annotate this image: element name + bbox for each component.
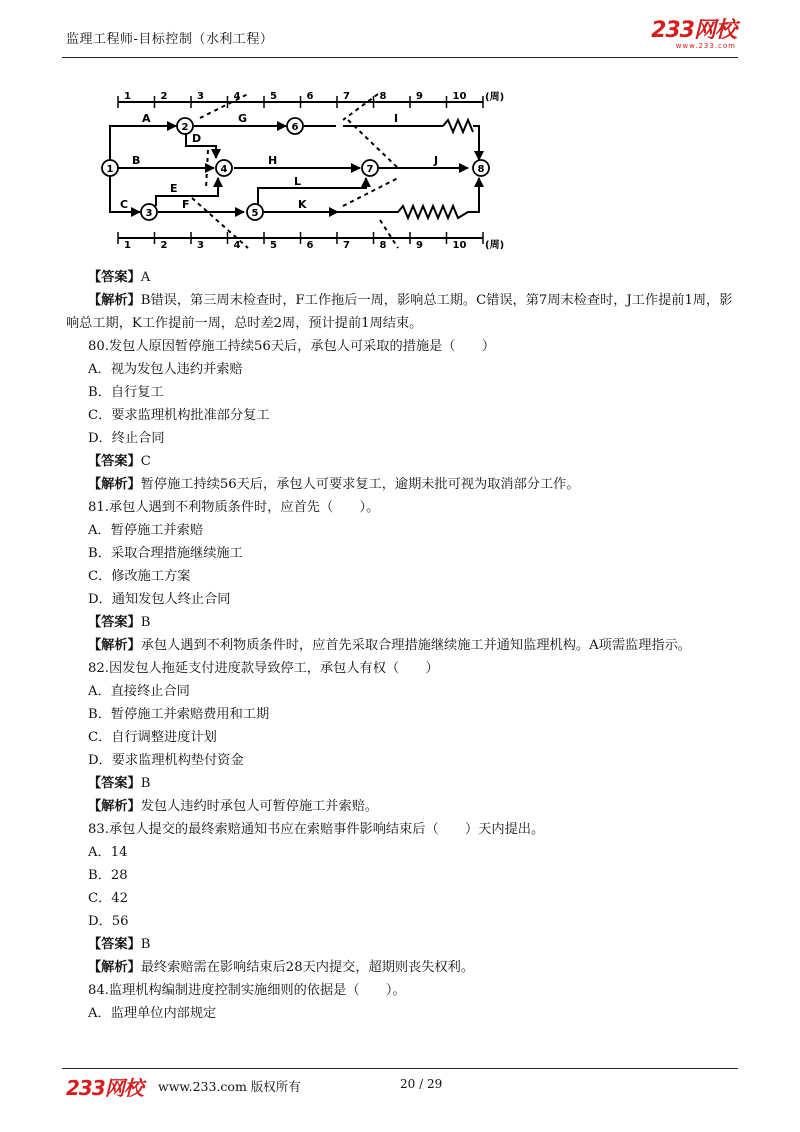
q80-answer: 【答案】C xyxy=(88,454,151,469)
footer-logo[interactable]: 233网校 xyxy=(66,1076,143,1100)
timescale-number-bottom: 9 xyxy=(416,240,423,251)
timescale-number-top: 4 xyxy=(233,91,241,102)
timescale-number-bottom: 1 xyxy=(124,240,131,251)
activity-label-k: K xyxy=(298,198,307,211)
activity-label-c: C xyxy=(120,198,129,211)
node-label-7: 7 xyxy=(366,164,374,175)
timescale-number-bottom: 2 xyxy=(160,240,168,251)
timescale-number-bottom: 5 xyxy=(270,240,277,251)
q79-answer: 【答案】A xyxy=(88,270,151,285)
node-label-8: 8 xyxy=(477,164,485,175)
q80-option-d: D．终止合同 xyxy=(88,431,165,446)
q81-answer: 【答案】B xyxy=(88,615,151,630)
q83-option-d: D．56 xyxy=(88,914,129,929)
timescale-number-top: 6 xyxy=(306,91,314,102)
q83-option-c: C．42 xyxy=(88,891,129,906)
network-diagram xyxy=(98,88,518,256)
q80-analysis: 【解析】暂停施工持续56天后，承包人可要求复工，逾期未批可视为取消部分工作。 xyxy=(88,477,580,492)
node-label-5: 5 xyxy=(251,208,259,219)
activity-label-f: F xyxy=(182,198,190,211)
footer-divider xyxy=(62,1068,738,1069)
header-divider xyxy=(62,57,738,58)
q80-option-b: B．自行复工 xyxy=(88,385,164,400)
brand-logo[interactable] xyxy=(651,20,736,50)
timescale-number-bottom: 10 xyxy=(452,240,467,251)
activity-label-h: H xyxy=(268,154,278,167)
page-number: 20 / 29 xyxy=(400,1077,443,1091)
activity-label-g: G xyxy=(238,112,248,125)
activity-label-j: J xyxy=(434,154,439,167)
q84-option-a: A．监理单位内部规定 xyxy=(88,1006,217,1021)
activity-label-l: L xyxy=(294,175,302,188)
q82-stem: 82.因发包人拖延支付进度款导致停工，承包人有权（ ） xyxy=(88,661,439,676)
q81-stem: 81.承包人遇到不利物质条件时，应首先（ ）。 xyxy=(88,500,380,515)
footer-copyright: www.233.com 版权所有 xyxy=(158,1079,301,1094)
q80-stem: 80.发包人原因暂停施工持续56天后，承包人可采取的措施是（ ） xyxy=(88,339,496,354)
activity-label-d: D xyxy=(192,132,202,145)
activity-label-b: B xyxy=(132,154,141,167)
timescale-number-bottom: 6 xyxy=(306,240,314,251)
timescale-number-top: 10 xyxy=(452,91,467,102)
node-label-2: 2 xyxy=(181,122,189,133)
activity-label-e: E xyxy=(170,182,178,195)
timescale-number-bottom: 3 xyxy=(197,240,204,251)
q83-stem: 83.承包人提交的最终索赔通知书应在索赔事件影响结束后（ ）天内提出。 xyxy=(88,822,545,837)
q81-analysis: 【解析】承包人遇到不利物质条件时，应首先采取合理措施继续施工并通知监理机构。A项需监理指示。 xyxy=(88,638,691,653)
timescale-number-top: 2 xyxy=(160,91,168,102)
timescale-unit-top: (周) xyxy=(485,92,505,103)
q83-option-a: A．14 xyxy=(88,845,128,860)
q83-answer: 【答案】B xyxy=(88,937,151,952)
logo-text: 233网校 xyxy=(651,18,736,43)
timescale-number-top: 5 xyxy=(270,91,277,102)
q81-option-b: B．采取合理措施继续施工 xyxy=(88,546,243,561)
node-label-6: 6 xyxy=(291,122,299,133)
activity-label-a: A xyxy=(142,112,151,125)
q80-option-c: C．要求监理机构批准部分复工 xyxy=(88,408,270,423)
timescale-number-top: 7 xyxy=(343,91,350,102)
logo-url: www.233.com xyxy=(675,42,736,50)
q82-option-d: D．要求监理机构垫付资金 xyxy=(88,753,244,768)
q82-option-c: C．自行调整进度计划 xyxy=(88,730,217,745)
node-label-1: 1 xyxy=(106,164,114,175)
timescale-number-bottom: 8 xyxy=(379,240,387,251)
q84-stem: 84.监理机构编制进度控制实施细则的依据是（ ）。 xyxy=(88,983,406,998)
node-label-4: 4 xyxy=(220,164,228,175)
q82-option-a: A．直接终止合同 xyxy=(88,684,190,699)
header-title: 监理工程师-目标控制（水利工程） xyxy=(66,32,274,47)
q81-option-d: D．通知发包人终止合同 xyxy=(88,592,231,607)
q82-option-b: B．暂停施工并索赔费用和工期 xyxy=(88,707,270,722)
timescale-unit-bottom: (周) xyxy=(485,240,505,251)
timescale-number-top: 1 xyxy=(124,91,131,102)
timescale-number-top: 8 xyxy=(379,91,387,102)
q83-analysis: 【解析】最终索赔需在影响结束后28天内提交，超期则丧失权利。 xyxy=(88,960,475,975)
q83-option-b: B．28 xyxy=(88,868,128,883)
q80-option-a: A．视为发包人违约并索赔 xyxy=(88,362,243,377)
q81-option-c: C．修改施工方案 xyxy=(88,569,191,584)
question-content xyxy=(66,266,738,1025)
activity-label-i: I xyxy=(394,112,399,125)
timescale-number-top: 9 xyxy=(416,91,423,102)
timescale-number-top: 3 xyxy=(197,91,204,102)
q82-answer: 【答案】B xyxy=(88,776,151,791)
timescale-number-bottom: 7 xyxy=(343,240,350,251)
q81-option-a: A．暂停施工并索赔 xyxy=(88,523,204,538)
timescale-number-bottom: 4 xyxy=(233,240,241,251)
q79-analysis: 【解析】B错误，第三周末检查时，F工作拖后一周，影响总工期。C错误，第7周末检查时，J工作提前1周，影响总工期，K工作提前一周，总时差2周，预计提前1周结束。 xyxy=(66,293,733,331)
q82-analysis: 【解析】发包人违约时承包人可暂停施工并索赔。 xyxy=(88,799,379,814)
node-label-3: 3 xyxy=(145,208,153,219)
